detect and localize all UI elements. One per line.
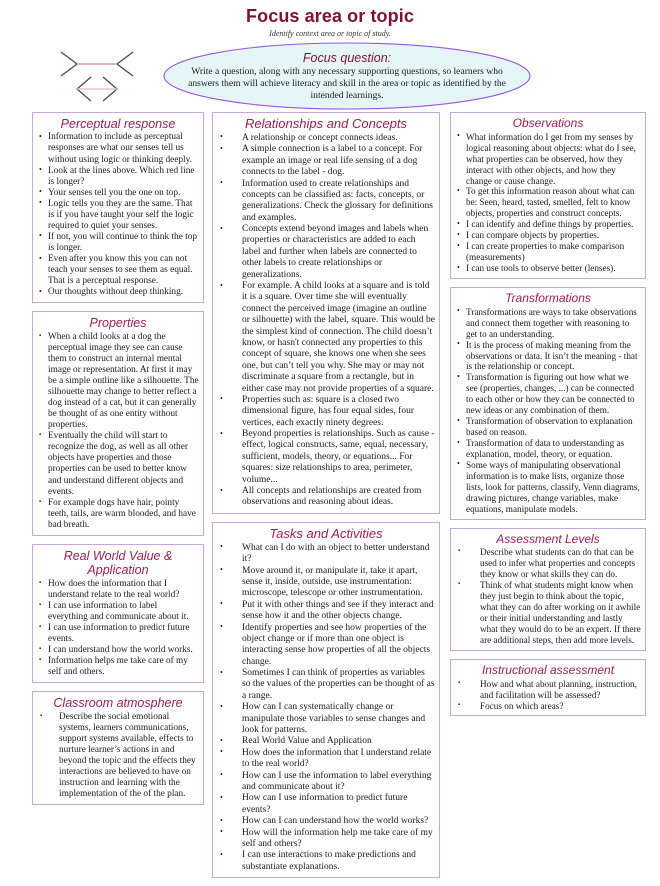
list-item: • For example. A child looks at a square and is told it is a square. Over time she will eventually connect the perceived image (imagine an outline or silhouette) with the label, square. This would be the simplest kind of connection. The child doesn’t know, or hasn't connected any properties to this concept of square, she knows one when she sees one, but can’t tell you why. She may or may not discriminate a square from a rectangle, but in either case may not provide properties of a square. xyxy=(217,281,435,395)
list-item: • A relationship or concept connects ideas. xyxy=(217,133,435,144)
card-title-classroom-atmosphere: Classroom atmosphere xyxy=(53,696,183,711)
card-title-instructional-assessment: Instructional assessment xyxy=(481,662,615,677)
list-item: ▪ Describe the social emotional systems, learners communications, support systems available, effects to nurture learner’s actions in and beyond the topic and the effects they interactions are believed to have on instruction and learning with the implementation of the of the plan. xyxy=(37,712,199,801)
focus-question-label: Focus question: xyxy=(302,51,392,65)
list-item: • To get this information reason about what can be: Seen, heard, tasted, smelled, felt to know objects, properties and construct concepts. xyxy=(455,186,641,219)
list-item: • What can I do with an object to better understand it? xyxy=(217,543,435,566)
list-item: • Information used to create relationships and concepts can be classified as: facts, concepts, or generalizations. Check the glossary for definitions and examples. xyxy=(217,179,435,225)
card-properties xyxy=(32,311,204,536)
list-item: • If not, you will continue to think the top is longer. xyxy=(37,232,199,254)
card-list-relationships-and-concepts xyxy=(217,133,435,509)
card-list-tasks-and-activities xyxy=(217,543,435,873)
list-item: • A simple connection is a label to a concept. For example an image or real life sensing of a dog connects to the label - dog. xyxy=(217,144,435,178)
list-item: ▪ I can use information to label everything and communicate about it. xyxy=(37,601,199,623)
list-item: ▪ How and what about planning, instruction, and facilitation will be assessed? xyxy=(455,679,641,701)
list-item: • Your senses tell you the one on top. xyxy=(37,188,199,199)
list-item: • Real World Value and Application xyxy=(217,736,435,747)
list-item: • I can use tools to observe better (lenses). xyxy=(455,263,641,274)
list-item: • It is the process of making meaning from the observations or data. It isn’t the meaning - that is the relationship or concept. xyxy=(455,340,641,373)
list-item: ▪ Describe what students can do that can be used to infer what properties and concepts they know or what skills they can do. xyxy=(455,547,641,580)
list-item: • How will the information help me take care of my self and others? xyxy=(217,828,435,851)
list-item: ▪ Information helps me take care of my self and others. xyxy=(37,656,199,678)
list-item: ▪ Think of what students might know when they just begin to think about the topic, what they can do after working on it awhile or their initial understanding and lastly what they would do to be an expert. If there are additional steps, then add more levels. xyxy=(455,580,641,646)
list-item: • Properties such as: square is a closed two dimensional figure, has four equal sides, four vertices, each exactly ninety degrees. xyxy=(217,395,435,429)
card-real-world-value-application xyxy=(32,544,204,683)
list-item: • Some ways of manipulating observational information is to make lists, organize those lists, look for patterns, classify, Venn diagrams, drawing pictures, change variables, make equations, manipulate models. xyxy=(455,460,641,515)
list-item: ▪ How does the information that I understand relate to the real world? xyxy=(37,579,199,601)
column-right xyxy=(450,112,646,724)
list-item: • Transformation of data to understanding as explanation, model, theory, or equation. xyxy=(455,438,641,460)
list-item: ▪ I can use information to predict future events. xyxy=(37,623,199,645)
list-item: • Information to include as perceptual responses are what our senses tell us without using logic or thinking deeply. xyxy=(37,132,199,165)
card-classroom-atmosphere xyxy=(32,691,204,805)
page-header xyxy=(0,0,660,38)
list-item: • Beyond properties is relationships. Such as cause - effect, logical constructs, same, equal, necessary, sufficient, models, theory, or equations... For squares: size relationships to area, perimeter, volume... xyxy=(217,429,435,486)
list-item: • How can I use the information to label everything and communicate about it? xyxy=(217,771,435,794)
list-item: • I can identify and define things by properties. xyxy=(455,219,641,230)
list-item: ▪ I can understand how the world works. xyxy=(37,645,199,656)
focus-question-text: Write a question, along with any necessary supporting questions, so learners who answers them will achieve literacy and skill in the area or topic as identified by the intended learnings. xyxy=(188,66,506,102)
list-item: • Even after you know this you can not teach your senses to see them as equal. That is a perceptual response. xyxy=(37,254,199,287)
card-transformations xyxy=(450,287,646,520)
card-instructional-assessment xyxy=(450,659,646,717)
list-item: ▪ Eventually the child will start to recognize the dog, as well as all other objects have properties and those properties can be used to better know and understand different objects and events. xyxy=(37,431,199,497)
card-observations xyxy=(450,112,646,279)
card-title-real-world-value-application: Real World Value & Application xyxy=(63,548,173,578)
card-list-classroom-atmosphere xyxy=(37,712,199,801)
list-item: • Logic tells you they are the same. That is if you have taught your self the logic required to quiet your senses. xyxy=(37,199,199,232)
list-item: • Identify properties and see how properties of the object change or if more than one object is interacting sense how properties of all the objects change. xyxy=(217,623,435,669)
card-title-transformations: Transformations xyxy=(505,290,591,305)
muller-lyer-illusion xyxy=(55,47,165,109)
list-item: • I can use interactions to make predictions and substantiate explanations. xyxy=(217,850,435,873)
list-item: • How can I use information to predict future events? xyxy=(217,793,435,816)
card-title-relationships-and-concepts: Relationships and Concepts xyxy=(245,116,407,131)
list-item: • What information do I get from my senses by logical reasoning about objects: what do I see, what properties can be observed, how they interact with other objects, and how they change or cause change. xyxy=(455,132,641,187)
list-item: • Move around it, or manipulate it, take it apart, sense it, inside, outside, use instrumentation: microscope, telescope or other instrumentation. xyxy=(217,566,435,600)
list-item: • Sometimes I can think of properties as variables so the values of the properties can be thought of as a range. xyxy=(217,668,435,702)
focus-question-ellipse xyxy=(163,42,531,110)
list-item: • All concepts and relationships are created from observations and reasoning about ideas. xyxy=(217,486,435,509)
card-list-real-world-value-application xyxy=(37,579,199,679)
list-item: • How does the information that I understand relate to the real world? xyxy=(217,748,435,771)
card-title-tasks-and-activities: Tasks and Activities xyxy=(269,525,383,541)
list-item: • Put it with other things and see if they interact and sense how it and the other objects change. xyxy=(217,600,435,623)
list-item: • Transformations are ways to take observations and connect them together with reasoning to get to an understanding. xyxy=(455,307,641,340)
card-tasks-and-activities xyxy=(212,522,440,878)
list-item: • I can compare objects by properties. xyxy=(455,230,641,241)
card-title-properties: Properties xyxy=(89,316,147,331)
card-list-observations xyxy=(455,132,641,274)
page-subtitle: Identify context area or topic of study. xyxy=(269,28,391,38)
page-title: Focus area or topic xyxy=(246,6,414,26)
list-item: • Transformation is figuring out how what we see (properties, changes, ...) can be connected to each other or how they can be connected to new ideas or any combination of them. xyxy=(455,372,641,416)
list-item: ▪ For example dogs have hair, pointy teeth, tails, are warm blooded, and have bad breath. xyxy=(37,498,199,531)
list-item: • How can I can understand how the world works? xyxy=(217,816,435,827)
card-perceptual-response xyxy=(32,112,204,303)
card-title-assessment-levels: Assessment Levels xyxy=(496,531,600,546)
list-item: • How can I can systematically change or manipulate those variables to sense changes and look for patterns. xyxy=(217,702,435,736)
card-assessment-levels xyxy=(450,528,646,651)
card-list-instructional-assessment xyxy=(455,679,641,712)
card-list-transformations xyxy=(455,307,641,515)
card-title-perceptual-response: Perceptual response xyxy=(60,117,176,131)
list-item: ▪ When a child looks at a dog the perceptual image they see can cause them to construct an internal mental image or representation. At first it may be a simple outline like a silhouette. The silhouette may change to better reflect a dog instead of a cat, but it can generally be thought of as one entity without properties. xyxy=(37,332,199,432)
list-item: • Our thoughts without deep thinking. xyxy=(37,287,199,298)
list-item: • Concepts extend beyond images and labels when properties or characteristics are added to each label and further when labels are connected to other labels to create relationships or generalizations. xyxy=(217,224,435,281)
list-item: ▪ Focus on which areas? xyxy=(455,701,641,712)
card-list-perceptual-response xyxy=(37,132,199,298)
card-relationships-and-concepts xyxy=(212,112,440,514)
card-list-properties xyxy=(37,332,199,531)
list-item: • Look at the lines above. Which red line is longer? xyxy=(37,166,199,188)
card-list-assessment-levels xyxy=(455,547,641,645)
list-item: • I can create properties to make comparison (measurements) xyxy=(455,241,641,263)
card-title-observations: Observations xyxy=(512,116,584,130)
list-item: • Transformation of observation to explanation based on reason. xyxy=(455,416,641,438)
column-left xyxy=(32,112,204,813)
column-middle xyxy=(212,112,440,886)
